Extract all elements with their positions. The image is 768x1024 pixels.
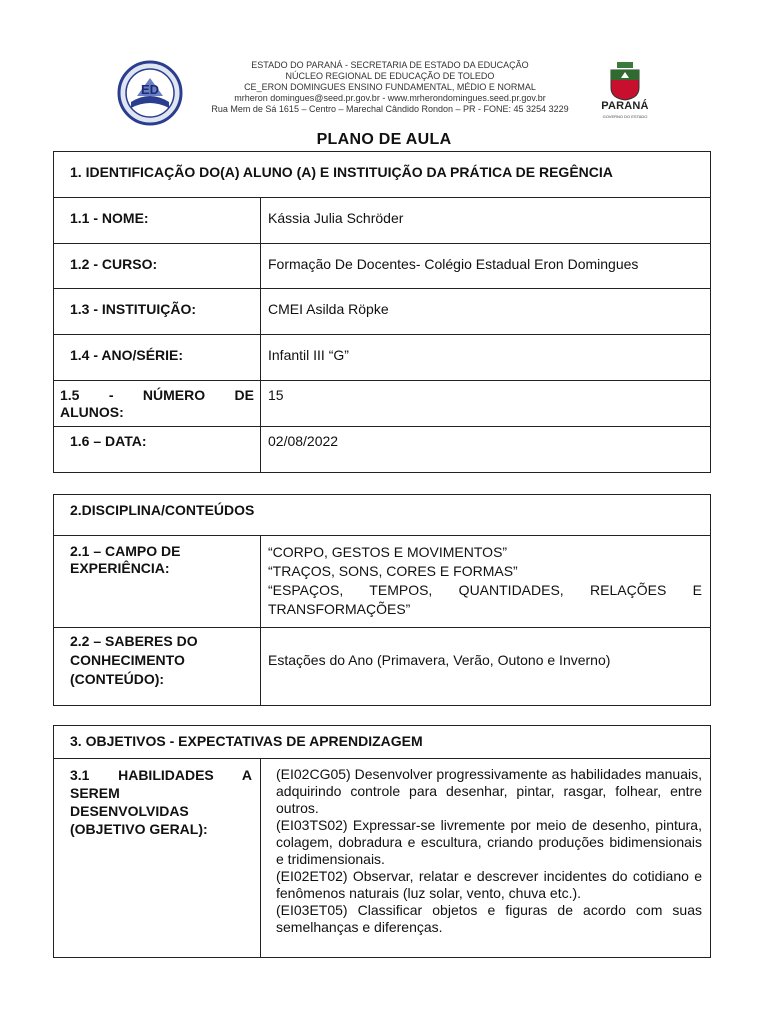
objective-item: (EI03ET05) Classificar objetos e figuras de acordo com suas semelhanças e diferenças. xyxy=(276,902,702,935)
section3-heading: 3. OBJETIVOS - EXPECTATIVAS DE APRENDIZAGEM xyxy=(54,726,711,759)
school-emblem-icon xyxy=(117,60,183,126)
nome-label: 1.1 - NOME: xyxy=(54,198,261,244)
data-label: 1.6 – DATA: xyxy=(54,427,261,473)
numero-alunos-label-line1: 1.5 - NÚMERO DE xyxy=(60,387,254,403)
campo-value-1: “CORPO, GESTOS E MOVIMENTOS” xyxy=(268,544,508,560)
header-line-address: Rua Mem de Sá 1615 – Centro – Marechal Cândido Rondon – PR - FONE: 45 3254 3229 xyxy=(211,104,569,114)
section1-heading: 1. IDENTIFICAÇÃO DO(A) ALUNO (A) E INSTITUIÇÃO DA PRÁTICA DE REGÊNCIA xyxy=(54,152,711,198)
section2-heading: 2.DISCIPLINA/CONTEÚDOS xyxy=(54,495,711,536)
habilidades-label-line2: SEREM xyxy=(70,785,120,801)
campo-experiencia-label xyxy=(54,536,261,628)
instituicao-value: CMEI Asilda Röpke xyxy=(261,289,711,335)
objetivos-table xyxy=(53,725,711,958)
saberes-value: Estações do Ano (Primavera, Verão, Outono e Inverno) xyxy=(261,628,711,706)
header-line-nucleo: NÚCLEO REGIONAL DE EDUCAÇÃO DE TOLEDO xyxy=(285,71,495,81)
curso-value: Formação De Docentes- Colégio Estadual Eron Domingues xyxy=(261,244,711,289)
campo-label-line1: 2.1 – CAMPO DE xyxy=(70,543,181,559)
habilidades-label xyxy=(54,759,261,958)
disciplina-table xyxy=(53,494,711,706)
campo-value-2: “TRAÇOS, SONS, CORES E FORMAS” xyxy=(268,563,518,579)
habilidades-label-line4: (OBJETIVO GERAL): xyxy=(70,821,208,837)
campo-label-line2: EXPERIÊNCIA: xyxy=(70,560,170,576)
svg-text:ED: ED xyxy=(140,82,160,97)
ano-serie-label: 1.4 - ANO/SÉRIE: xyxy=(54,335,261,381)
campo-value-4: TRANSFORMAÇÕES” xyxy=(268,601,411,617)
letterhead-text xyxy=(190,60,590,115)
data-value: 02/08/2022 xyxy=(261,427,711,473)
saberes-label-line1: 2.2 – SABERES DO xyxy=(70,633,198,649)
curso-label: 1.2 - CURSO: xyxy=(54,244,261,289)
objective-item: (EI02ET02) Observar, relatar e descrever incidentes do cotidiano e fenômenos naturais (luz solar, vento, chuva etc.). xyxy=(276,868,702,901)
numero-alunos-label xyxy=(54,381,261,427)
objectives-list xyxy=(261,759,711,958)
objective-item: (EI02CG05) Desenvolver progressivamente as habilidades manuais, adquirindo controle para desenhar, pintar, rasgar, folhear, entre outros. xyxy=(276,766,702,816)
header-line-school: CE_ERON DOMINGUES ENSINO FUNDAMENTAL, MÉDIO E NORMAL xyxy=(244,82,536,92)
parana-logo-subtext: GOVERNO DO ESTADO xyxy=(602,114,648,119)
header-line-state: ESTADO DO PARANÁ - SECRETARIA DE ESTADO DA EDUCAÇÃO xyxy=(251,60,529,70)
ano-serie-value: Infantil III “G” xyxy=(261,335,711,381)
parana-logo-text: PARANÁ xyxy=(601,100,649,112)
objective-item: (EI03TS02) Expressar-se livremente por meio de desenho, pintura, colagem, dobradura e escultura, criando produções bidimensionais e tridimensionais. xyxy=(276,817,702,867)
identification-table xyxy=(53,151,711,473)
instituicao-label: 1.3 - INSTITUIÇÃO: xyxy=(54,289,261,335)
numero-alunos-value: 15 xyxy=(261,381,711,427)
page-title: PLANO DE AULA xyxy=(316,131,452,148)
saberes-label-line2: CONHECIMENTO xyxy=(70,652,185,668)
habilidades-label-line1: 3.1 HABILIDADES A xyxy=(70,767,252,783)
campo-experiencia-values xyxy=(261,536,711,628)
nome-value: Kássia Julia Schröder xyxy=(261,198,711,244)
header-line-contact: mrheron domingues@seed.pr.gov.br - www.mrherondomingues.seed.pr.gov.br xyxy=(234,93,546,103)
saberes-label xyxy=(54,628,261,706)
numero-alunos-label-line2: ALUNOS: xyxy=(60,404,124,420)
letterhead xyxy=(0,0,768,130)
habilidades-label-line3: DESENVOLVIDAS xyxy=(70,803,189,819)
saberes-label-line3: (CONTEÚDO): xyxy=(70,671,165,687)
campo-value-3: “ESPAÇOS, TEMPOS, QUANTIDADES, RELAÇÕES E xyxy=(268,582,702,598)
